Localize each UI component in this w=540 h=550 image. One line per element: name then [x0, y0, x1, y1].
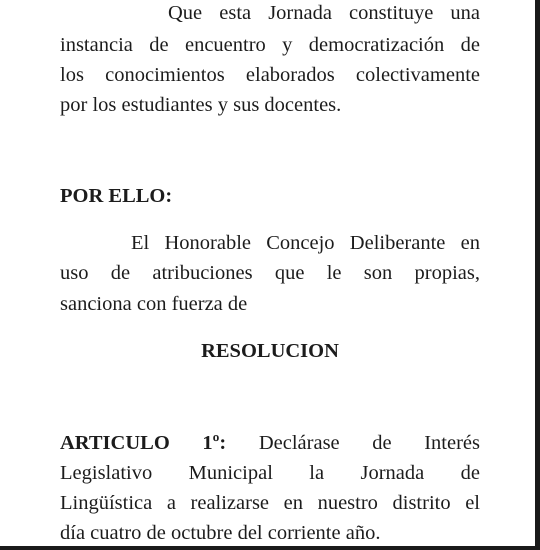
articulo-line-2: Legislativo Municipal la Jornada de	[60, 462, 480, 484]
articulo-label: ARTICULO 1º:	[60, 432, 227, 454]
concejo-line-2: uso de atribuciones que le son propias,	[60, 262, 480, 284]
considerando-line-2: instancia de encuentro y democratización de	[60, 34, 480, 56]
considerando-line-1: Que esta Jornada constituye una	[168, 2, 480, 24]
articulo-line-3: Lingüística a realizarse en nuestro distrito el	[60, 492, 480, 514]
considerando-line-4: por los estudiantes y sus docentes.	[60, 94, 342, 116]
concejo-line-1: El Honorable Concejo Deliberante en	[131, 232, 480, 254]
articulo-line-4: día cuatro de octubre del corriente año.	[60, 522, 381, 544]
articulo-line-1	[60, 431, 480, 455]
page-edge-right	[535, 0, 540, 550]
considerando-line-3: los conocimientos elaborados colectivamente	[60, 64, 480, 86]
page-edge-bottom	[0, 546, 540, 550]
concejo-line-3: sanciona con fuerza de	[60, 293, 248, 315]
resolucion-title: RESOLUCION	[201, 340, 339, 362]
articulo-first-line-text: Declárase de Interés	[258, 432, 480, 454]
por-ello-heading: POR ELLO:	[60, 185, 173, 207]
